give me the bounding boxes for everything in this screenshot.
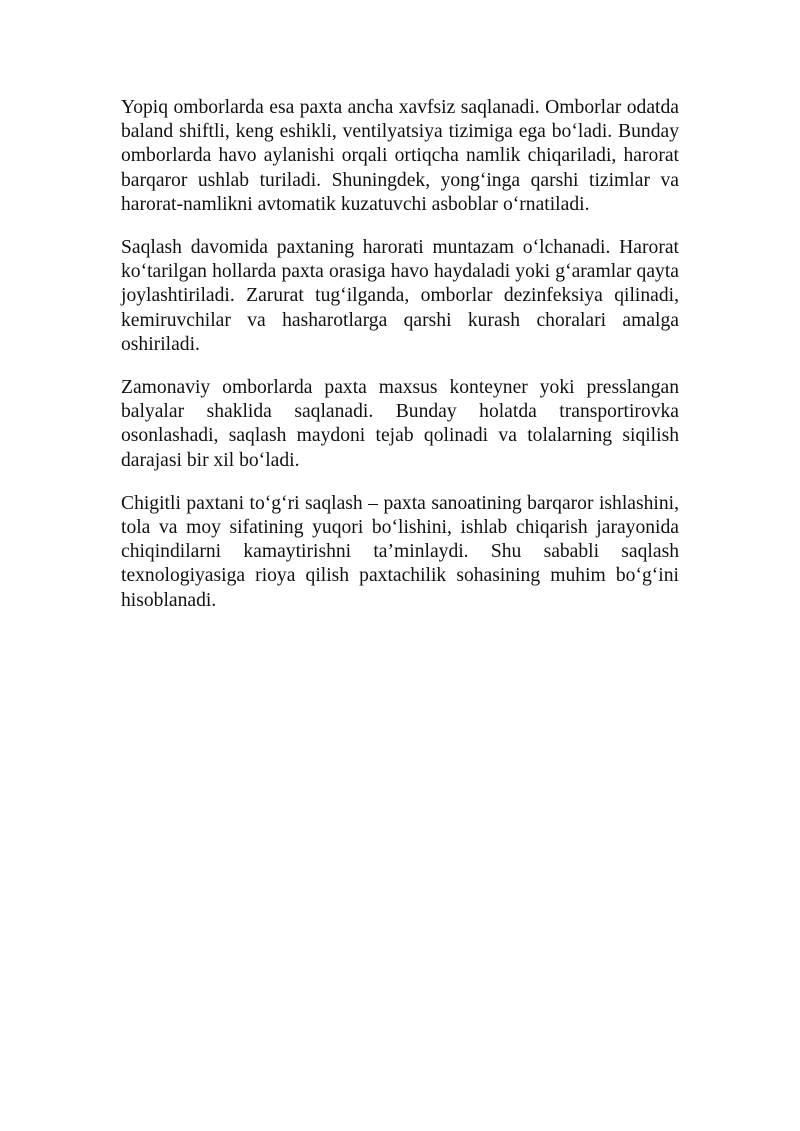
paragraph-storage-warehouses: Yopiq omborlarda esa paxta ancha xavfsiz saqlanadi. Omborlar odatda baland shiftli, keng eshikli, ventilyatsiya tizimiga ega bo‘ladi. Bunday omborlarda havo aylanishi orqali ortiqcha namlik chiqariladi, harorat barqaror ushlab turiladi. Shuningdek, yong‘inga qarshi tizimlar va harorat-namlikni avtomatik kuzatuvchi asboblar o‘rnatiladi.	[121, 97, 679, 215]
paragraph-temperature-control: Saqlash davomida paxtaning harorati muntazam o‘lchanadi. Harorat ko‘tarilgan hollarda paxta orasiga havo haydaladi yoki g‘aramlar qayta joylashtiriladi. Zarurat tug‘ilganda, omborlar dezinfeksiya qilinadi, kemiruvchilar va hasharotlarga qarshi kurash choralari amalga oshiriladi.	[121, 237, 679, 355]
document-body	[121, 96, 679, 632]
paragraph-modern-warehouses: Zamonaviy omborlarda paxta maxsus konteyner yoki presslangan balyalar shaklida saqlanadi. Bunday holatda transportirovka osonlashadi, saqlash maydoni tejab qolinadi va tolalarning siqilish darajasi bir xil bo‘ladi.	[121, 377, 679, 471]
paragraph-conclusion: Chigitli paxtani to‘g‘ri saqlash – paxta sanoatining barqaror ishlashini, tola va moy sifatining yuqori bo‘lishini, ishlab chiqarish jarayonida chiqindilarni kamaytirishni ta’minlaydi. Shu sababli saqlash texnologiyasiga rioya qilish paxtachilik sohasining muhim bo‘g‘ini hisoblanadi.	[121, 492, 679, 611]
